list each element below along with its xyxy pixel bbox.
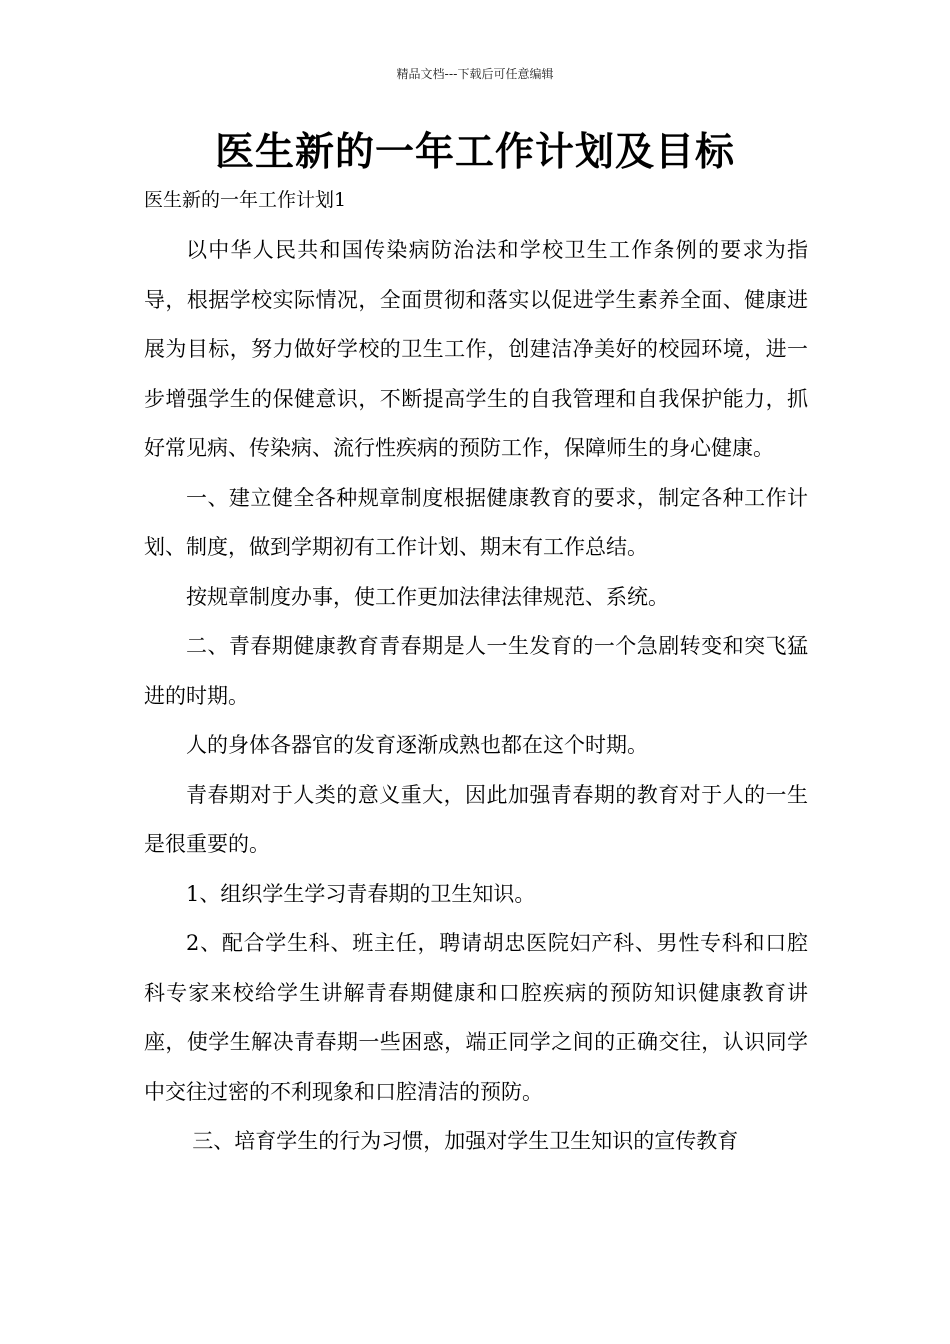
paragraph: 2、配合学生科、班主任，聘请胡忠医院妇产科、男性专科和口腔科专家来校给学生讲解青春期健康和口腔疾病的预防知识健康教育讲座，使学生解决青春期一些困惑，端正同学之间的正确交往，认识同学中交往过密的不利现象和口腔清洁的预防。 (144, 931, 808, 1104)
paragraph: 以中华人民共和国传染病防治法和学校卫生工作条例的要求为指导，根据学校实际情况，全面贯彻和落实以促进学生素养全面、健康进展为目标，努力做好学校的卫生工作，创建洁净美好的校园环境，进一步增强学生的保健意识，不断提高学生的自我管理和自我保护能力，抓好常见病、传染病、流行性疾病的预防工作，保障师生的身心健康。 (144, 238, 808, 460)
paragraph: 1、组织学生学习青春期的卫生知识。 (186, 881, 536, 906)
document-body (144, 226, 808, 1167)
paragraph: 三、培育学生的行为习惯，加强对学生卫生知识的宣传教育 (192, 1129, 739, 1153)
paragraph: 青春期对于人类的意义重大，因此加强青春期的教育对于人的一生是很重要的。 (144, 782, 808, 856)
paragraph: 人的身体各器官的发育逐渐成熟也都在这个时期。 (186, 733, 648, 757)
section-heading: 医生新的一年工作计划1 (144, 189, 347, 211)
paragraph: 二、青春期健康教育青春期是人一生发育的一个急剧转变和突飞猛进的时期。 (144, 634, 808, 708)
page-header: 精品文档---下载后可任意编辑 (396, 67, 554, 81)
paragraph: 按规章制度办事，使工作更加法律法律规范、系统。 (186, 584, 669, 609)
paragraph: 一、建立健全各种规章制度根据健康教育的要求，制定各种工作计划、制度，做到学期初有工作计划、期末有工作总结。 (144, 485, 808, 559)
document-title: 医生新的一年工作计划及目标 (214, 130, 735, 175)
